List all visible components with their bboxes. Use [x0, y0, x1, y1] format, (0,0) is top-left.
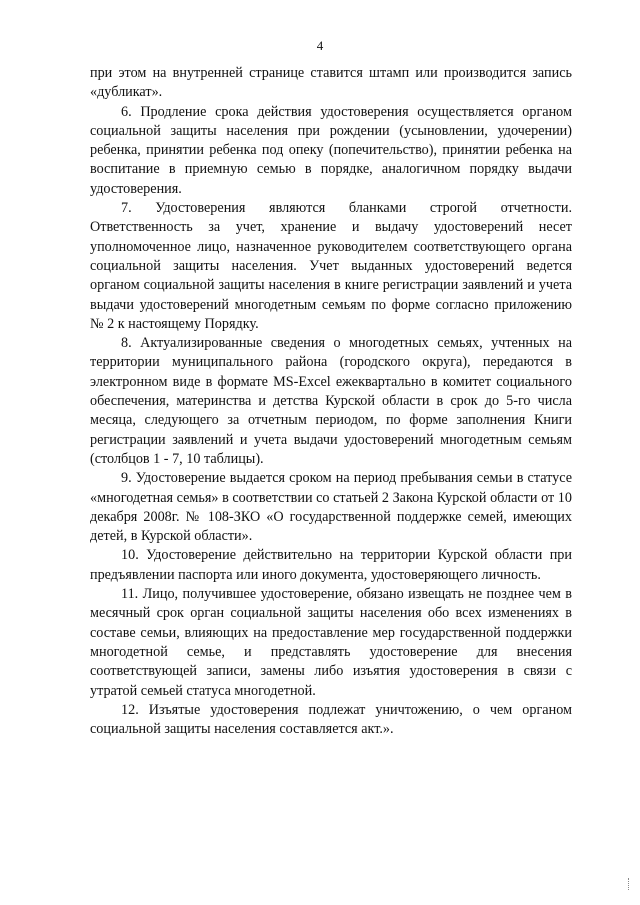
page-number: 4 [316, 38, 324, 53]
scan-margin-mark [628, 878, 631, 890]
paragraph-12: 12. Изъятые удостоверения подлежат уничтожению, о чем органом социальной защиты населения составляется акт.». [90, 701, 572, 738]
paragraph-7: 7. Удостоверения являются бланками строгой отчетности. Ответственность за учет, хранение и выдачу удостоверений несет уполномоченное лицо, назначенное руководителем соответствующего органа социальной защиты населения. Учет выданных удостоверений ведется органом социальной защиты населения в книге регистрации заявлений и учета выдачи удостоверений многодетным семьям по форме согласно приложению № 2 к настоящему Порядку. [90, 200, 572, 332]
paragraph-8: 8. Актуализированные сведения о многодетных семьях, учтенных на территории муниципального района (городского округа), передаются в электронном виде в формате MS-Excel ежеквартально в комитет социального обеспечения, материнства и детства Курской области в срок до 5-го числа месяца, следующего за отчетным периодом, по форме заполнения Книги регистрации заявлений и учета выдачи удостоверений многодетным семьям (столбцов 1 - 7, 10 таблицы). [90, 335, 572, 467]
paragraph-continuation: при этом на внутренней странице ставится штамп или производится запись «дубликат». [90, 65, 572, 101]
document-body [90, 64, 572, 739]
paragraph-9: 9. Удостоверение выдается сроком на период пребывания семьи в статусе «многодетная семья» в соответствии со статьей 2 Закона Курской области от 10 декабря 2008г. № 108-ЗКО «О государственной поддержке семей, имеющих детей, в Курской области». [90, 470, 572, 545]
paragraph-10: 10. Удостоверение действительно на территории Курской области при предъявлении паспорта или иного документа, удостоверяющего личность. [90, 547, 572, 583]
paragraph-6: 6. Продление срока действия удостоверения осуществляется органом социальной защиты населения при рождении (усыновлении, удочерении) ребенка, принятии ребенка под опеку (попечительство), принятии ребенка на воспитание в приемную семью в порядке, аналогичном порядку выдачи удостоверения. [90, 103, 572, 197]
paragraph-11: 11. Лицо, получившее удостоверение, обязано извещать не позднее чем в месячный срок орган социальной защиты населения обо всех изменениях в составе семьи, влияющих на предоставление мер государственной поддержки многодетной семье, и представлять удостоверение для внесения соответствующей записи, замены либо изъятия удостоверения в связи с утратой семьей статуса многодетной. [90, 586, 572, 699]
